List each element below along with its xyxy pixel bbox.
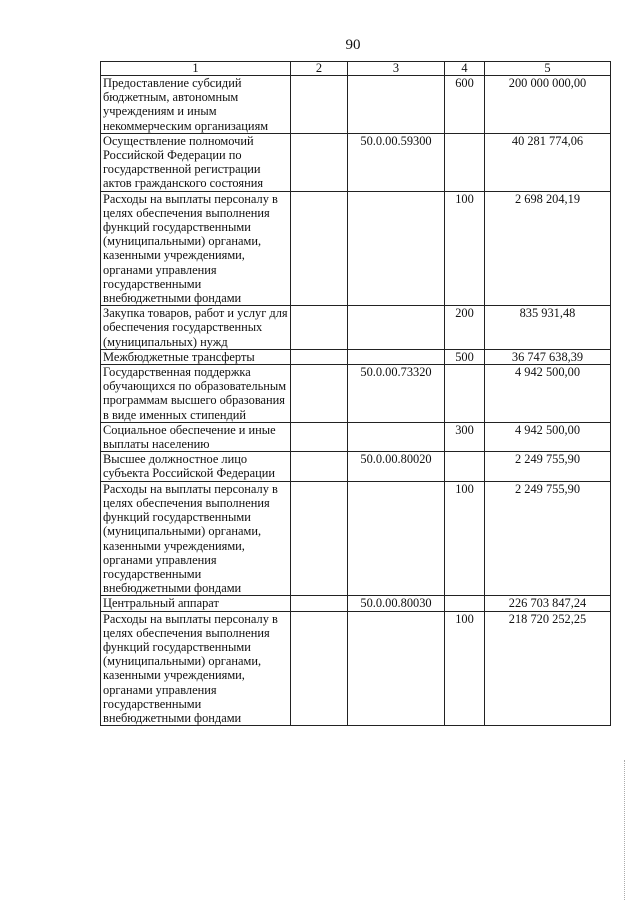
row-col2 bbox=[291, 611, 348, 726]
budget-table bbox=[100, 61, 611, 726]
row-target-code bbox=[348, 481, 445, 596]
row-expense-type: 200 bbox=[445, 306, 485, 350]
row-target-code bbox=[348, 306, 445, 350]
row-target-code bbox=[348, 76, 445, 134]
row-amount: 2 698 204,19 bbox=[485, 191, 611, 306]
row-expense-type: 100 bbox=[445, 611, 485, 726]
row-amount: 226 703 847,24 bbox=[485, 596, 611, 611]
row-target-code bbox=[348, 611, 445, 726]
row-amount: 218 720 252,25 bbox=[485, 611, 611, 726]
row-amount: 2 249 755,90 bbox=[485, 481, 611, 596]
row-col2 bbox=[291, 191, 348, 306]
table-row bbox=[101, 365, 611, 423]
row-expense-type bbox=[445, 452, 485, 481]
row-amount: 200 000 000,00 bbox=[485, 76, 611, 134]
scan-margin-mark bbox=[624, 760, 627, 900]
row-col2 bbox=[291, 481, 348, 596]
header-col-1: 1 bbox=[101, 62, 291, 76]
page-number: 90 bbox=[345, 37, 361, 53]
row-col2 bbox=[291, 365, 348, 423]
table-row bbox=[101, 133, 611, 191]
row-name: Социальное обеспечение и иные выплаты населению bbox=[101, 422, 291, 451]
row-name: Осуществление полномочий Российской Федерации по государственной регистрации актов гражданского состояния bbox=[101, 133, 291, 191]
row-expense-type: 100 bbox=[445, 191, 485, 306]
row-col2 bbox=[291, 422, 348, 451]
table-row bbox=[101, 349, 611, 364]
row-expense-type: 600 bbox=[445, 76, 485, 134]
row-amount: 2 249 755,90 bbox=[485, 452, 611, 481]
row-expense-type: 300 bbox=[445, 422, 485, 451]
row-expense-type bbox=[445, 365, 485, 423]
header-col-5: 5 bbox=[485, 62, 611, 76]
row-target-code: 50.0.00.59300 bbox=[348, 133, 445, 191]
row-name: Расходы на выплаты персоналу в целях обеспечения выполнения функций государственными (муниципальными) органами, казенными учреждениями, органами управления государственными внебюджетными фондами bbox=[101, 191, 291, 306]
table-row bbox=[101, 191, 611, 306]
row-amount: 36 747 638,39 bbox=[485, 349, 611, 364]
row-amount: 835 931,48 bbox=[485, 306, 611, 350]
row-name: Предоставление субсидий бюджетным, автономным учреждениям и иным некоммерческим организациям bbox=[101, 76, 291, 134]
row-amount: 40 281 774,06 bbox=[485, 133, 611, 191]
row-target-code bbox=[348, 191, 445, 306]
row-col2 bbox=[291, 452, 348, 481]
row-name: Центральный аппарат bbox=[101, 596, 291, 611]
header-col-4: 4 bbox=[445, 62, 485, 76]
header-col-2: 2 bbox=[291, 62, 348, 76]
row-col2 bbox=[291, 596, 348, 611]
table-row bbox=[101, 76, 611, 134]
row-name: Закупка товаров, работ и услуг для обеспечения государственных (муниципальных) нужд bbox=[101, 306, 291, 350]
row-expense-type: 100 bbox=[445, 481, 485, 596]
row-name: Межбюджетные трансферты bbox=[101, 349, 291, 364]
row-col2 bbox=[291, 76, 348, 134]
row-target-code: 50.0.00.80030 bbox=[348, 596, 445, 611]
row-name: Высшее должностное лицо субъекта Российской Федерации bbox=[101, 452, 291, 481]
row-target-code bbox=[348, 349, 445, 364]
row-expense-type: 500 bbox=[445, 349, 485, 364]
row-expense-type bbox=[445, 133, 485, 191]
header-row bbox=[101, 62, 611, 76]
table-row bbox=[101, 481, 611, 596]
row-name: Расходы на выплаты персоналу в целях обеспечения выполнения функций государственными (муниципальными) органами, казенными учреждениями, органами управления государственными внебюджетными фондами bbox=[101, 481, 291, 596]
row-amount: 4 942 500,00 bbox=[485, 422, 611, 451]
header-col-3: 3 bbox=[348, 62, 445, 76]
row-col2 bbox=[291, 133, 348, 191]
table-row bbox=[101, 306, 611, 350]
row-amount: 4 942 500,00 bbox=[485, 365, 611, 423]
row-target-code bbox=[348, 422, 445, 451]
table-row bbox=[101, 422, 611, 451]
row-col2 bbox=[291, 306, 348, 350]
row-target-code: 50.0.00.80020 bbox=[348, 452, 445, 481]
row-expense-type bbox=[445, 596, 485, 611]
row-name: Государственная поддержка обучающихся по образовательным программам высшего образования в виде именных стипендий bbox=[101, 365, 291, 423]
row-col2 bbox=[291, 349, 348, 364]
row-name: Расходы на выплаты персоналу в целях обеспечения выполнения функций государственными (муниципальными) органами, казенными учреждениями, органами управления государственными внебюджетными фондами bbox=[101, 611, 291, 726]
table-row bbox=[101, 452, 611, 481]
row-target-code: 50.0.00.73320 bbox=[348, 365, 445, 423]
table-row bbox=[101, 611, 611, 726]
table-row bbox=[101, 596, 611, 611]
